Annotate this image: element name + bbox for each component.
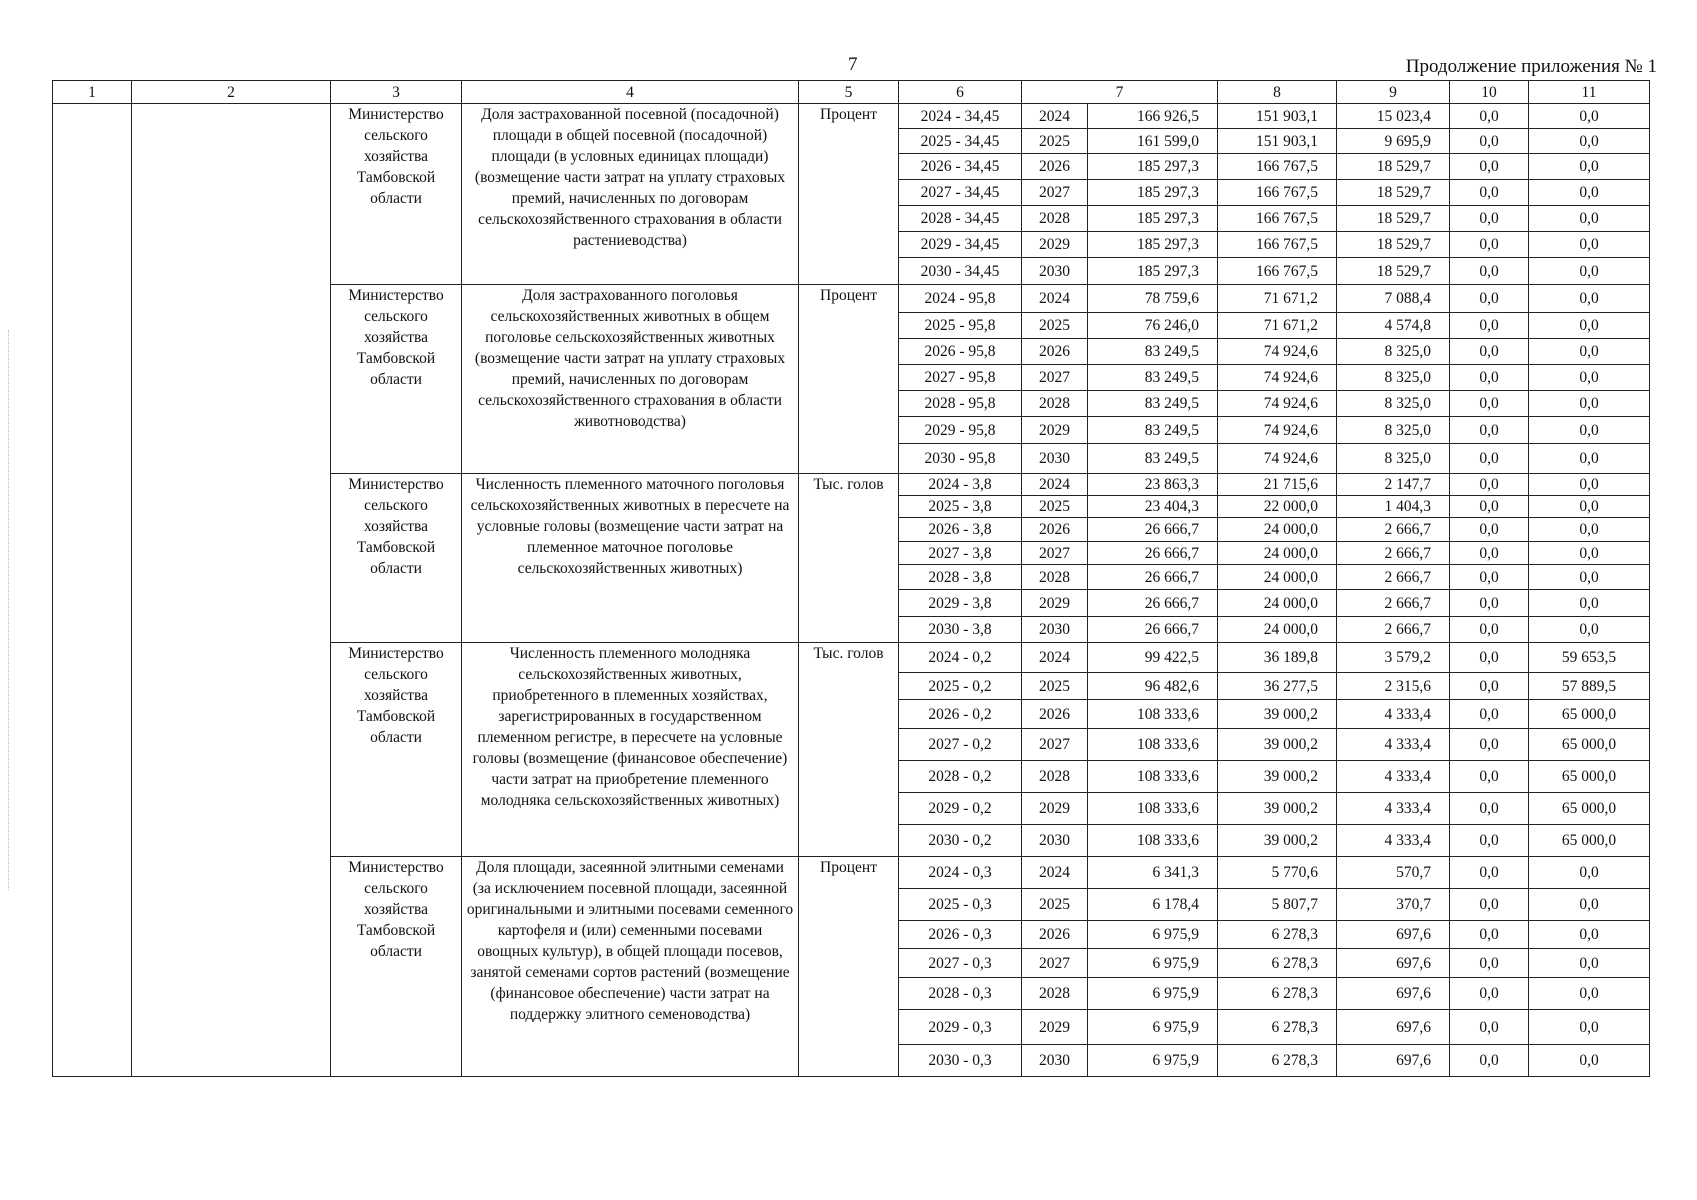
- col11-cell: 0,0: [1529, 417, 1650, 444]
- year-cell: 2028: [1022, 978, 1088, 1010]
- col10-cell: 0,0: [1450, 1010, 1529, 1045]
- col10-cell: 0,0: [1450, 729, 1529, 761]
- col11-cell: 0,0: [1529, 1045, 1650, 1077]
- col8-cell: 39 000,2: [1218, 793, 1337, 825]
- target-cell: 2029 - 3,8: [899, 590, 1022, 617]
- total-cell: 108 333,6: [1088, 729, 1218, 761]
- col11-cell: 0,0: [1529, 180, 1650, 206]
- col9-cell: 8 325,0: [1337, 417, 1450, 444]
- col9-cell: 7 088,4: [1337, 285, 1450, 313]
- year-cell: 2030: [1022, 258, 1088, 285]
- col10-cell: 0,0: [1450, 643, 1529, 673]
- col8-cell: 5 770,6: [1218, 857, 1337, 889]
- col8-cell: 6 278,3: [1218, 949, 1337, 978]
- col11-cell: 0,0: [1529, 129, 1650, 154]
- col11-cell: 0,0: [1529, 978, 1650, 1010]
- year-cell: 2025: [1022, 889, 1088, 921]
- col10-cell: 0,0: [1450, 365, 1529, 391]
- col11-cell: 0,0: [1529, 617, 1650, 643]
- total-cell: 6 975,9: [1088, 921, 1218, 949]
- col8-cell: 36 277,5: [1218, 673, 1337, 700]
- year-cell: 2026: [1022, 921, 1088, 949]
- total-cell: 23 863,3: [1088, 474, 1218, 496]
- col-header-2: 2: [132, 81, 331, 104]
- year-cell: 2025: [1022, 129, 1088, 154]
- year-cell: 2025: [1022, 673, 1088, 700]
- target-cell: 2029 - 34,45: [899, 232, 1022, 258]
- col9-cell: 2 315,6: [1337, 673, 1450, 700]
- year-cell: 2028: [1022, 391, 1088, 417]
- col11-cell: 0,0: [1529, 949, 1650, 978]
- target-cell: 2029 - 95,8: [899, 417, 1022, 444]
- total-cell: 108 333,6: [1088, 700, 1218, 729]
- unit-cell: Тыс. голов: [799, 474, 899, 643]
- col-header-8: 8: [1218, 81, 1337, 104]
- col8-cell: 151 903,1: [1218, 104, 1337, 129]
- col9-cell: 2 666,7: [1337, 518, 1450, 542]
- col10-cell: 0,0: [1450, 206, 1529, 232]
- year-cell: 2027: [1022, 949, 1088, 978]
- total-cell: 6 975,9: [1088, 1010, 1218, 1045]
- col8-cell: 71 671,2: [1218, 313, 1337, 339]
- col8-cell: 71 671,2: [1218, 285, 1337, 313]
- col8-cell: 5 807,7: [1218, 889, 1337, 921]
- year-cell: 2030: [1022, 617, 1088, 643]
- col11-cell: 0,0: [1529, 590, 1650, 617]
- target-cell: 2027 - 0,2: [899, 729, 1022, 761]
- col8-cell: 21 715,6: [1218, 474, 1337, 496]
- col10-cell: 0,0: [1450, 417, 1529, 444]
- col9-cell: 697,6: [1337, 1045, 1450, 1077]
- col8-cell: 24 000,0: [1218, 617, 1337, 643]
- target-cell: 2027 - 3,8: [899, 542, 1022, 565]
- year-cell: 2029: [1022, 1010, 1088, 1045]
- col8-cell: 6 278,3: [1218, 921, 1337, 949]
- col9-cell: 2 666,7: [1337, 565, 1450, 590]
- col8-cell: 24 000,0: [1218, 518, 1337, 542]
- target-cell: 2028 - 0,3: [899, 978, 1022, 1010]
- col10-cell: 0,0: [1450, 232, 1529, 258]
- col9-cell: 697,6: [1337, 978, 1450, 1010]
- program-name-cell: [132, 104, 331, 1077]
- col10-cell: 0,0: [1450, 313, 1529, 339]
- total-cell: 108 333,6: [1088, 761, 1218, 793]
- year-cell: 2029: [1022, 590, 1088, 617]
- col9-cell: 370,7: [1337, 889, 1450, 921]
- col10-cell: 0,0: [1450, 793, 1529, 825]
- year-cell: 2026: [1022, 154, 1088, 180]
- target-cell: 2027 - 34,45: [899, 180, 1022, 206]
- indicator-cell: Численность племенного маточного поголовья сельскохозяйственных животных в пересчете на условные головы (возмещение части затрат на племенное маточное поголовье сельскохозяйственных животных): [462, 474, 799, 643]
- target-cell: 2029 - 0,3: [899, 1010, 1022, 1045]
- year-cell: 2024: [1022, 104, 1088, 129]
- total-cell: 185 297,3: [1088, 154, 1218, 180]
- col9-cell: 18 529,7: [1337, 180, 1450, 206]
- target-cell: 2030 - 0,3: [899, 1045, 1022, 1077]
- col9-cell: 2 666,7: [1337, 590, 1450, 617]
- year-cell: 2030: [1022, 1045, 1088, 1077]
- col10-cell: 0,0: [1450, 921, 1529, 949]
- col11-cell: 0,0: [1529, 285, 1650, 313]
- total-cell: 78 759,6: [1088, 285, 1218, 313]
- col11-cell: 0,0: [1529, 474, 1650, 496]
- col9-cell: 4 333,4: [1337, 761, 1450, 793]
- col9-cell: 4 333,4: [1337, 729, 1450, 761]
- col11-cell: 0,0: [1529, 444, 1650, 474]
- col10-cell: 0,0: [1450, 104, 1529, 129]
- total-cell: 6 975,9: [1088, 949, 1218, 978]
- col9-cell: 8 325,0: [1337, 339, 1450, 365]
- col11-cell: 0,0: [1529, 1010, 1650, 1045]
- row-number-cell: [53, 104, 132, 1077]
- col11-cell: 0,0: [1529, 206, 1650, 232]
- year-cell: 2028: [1022, 761, 1088, 793]
- col11-cell: 0,0: [1529, 921, 1650, 949]
- year-cell: 2025: [1022, 313, 1088, 339]
- col11-cell: 0,0: [1529, 232, 1650, 258]
- col9-cell: 570,7: [1337, 857, 1450, 889]
- year-cell: 2030: [1022, 444, 1088, 474]
- total-cell: 23 404,3: [1088, 496, 1218, 518]
- budget-table: [52, 80, 1650, 1077]
- target-cell: 2024 - 0,3: [899, 857, 1022, 889]
- target-cell: 2028 - 95,8: [899, 391, 1022, 417]
- col10-cell: 0,0: [1450, 825, 1529, 857]
- total-cell: 185 297,3: [1088, 180, 1218, 206]
- col11-cell: 65 000,0: [1529, 793, 1650, 825]
- col10-cell: 0,0: [1450, 285, 1529, 313]
- col9-cell: 4 333,4: [1337, 825, 1450, 857]
- col8-cell: 24 000,0: [1218, 542, 1337, 565]
- target-cell: 2024 - 3,8: [899, 474, 1022, 496]
- col8-cell: 39 000,2: [1218, 700, 1337, 729]
- total-cell: 83 249,5: [1088, 444, 1218, 474]
- col11-cell: 57 889,5: [1529, 673, 1650, 700]
- col10-cell: 0,0: [1450, 444, 1529, 474]
- year-cell: 2029: [1022, 232, 1088, 258]
- year-cell: 2029: [1022, 793, 1088, 825]
- target-cell: 2024 - 34,45: [899, 104, 1022, 129]
- total-cell: 161 599,0: [1088, 129, 1218, 154]
- page-number: 7: [848, 54, 858, 75]
- col10-cell: 0,0: [1450, 857, 1529, 889]
- total-cell: 83 249,5: [1088, 339, 1218, 365]
- col11-cell: 0,0: [1529, 391, 1650, 417]
- year-cell: 2024: [1022, 474, 1088, 496]
- col8-cell: 6 278,3: [1218, 1045, 1337, 1077]
- col9-cell: 4 333,4: [1337, 700, 1450, 729]
- col11-cell: 0,0: [1529, 339, 1650, 365]
- col10-cell: 0,0: [1450, 391, 1529, 417]
- col8-cell: 6 278,3: [1218, 1010, 1337, 1045]
- col9-cell: 697,6: [1337, 949, 1450, 978]
- col11-cell: 65 000,0: [1529, 825, 1650, 857]
- total-cell: 6 975,9: [1088, 978, 1218, 1010]
- col11-cell: 0,0: [1529, 496, 1650, 518]
- total-cell: 6 178,4: [1088, 889, 1218, 921]
- col-header-7: 7: [1022, 81, 1218, 104]
- target-cell: 2026 - 95,8: [899, 339, 1022, 365]
- col8-cell: 151 903,1: [1218, 129, 1337, 154]
- col-header-5: 5: [799, 81, 899, 104]
- col8-cell: 166 767,5: [1218, 232, 1337, 258]
- col-header-4: 4: [462, 81, 799, 104]
- col9-cell: 18 529,7: [1337, 232, 1450, 258]
- col9-cell: 697,6: [1337, 1010, 1450, 1045]
- ministry-cell: Министерство сельского хозяйства Тамбовской области: [331, 474, 462, 643]
- col9-cell: 8 325,0: [1337, 365, 1450, 391]
- col8-cell: 24 000,0: [1218, 590, 1337, 617]
- col11-cell: 0,0: [1529, 889, 1650, 921]
- col10-cell: 0,0: [1450, 565, 1529, 590]
- col10-cell: 0,0: [1450, 496, 1529, 518]
- year-cell: 2024: [1022, 285, 1088, 313]
- col10-cell: 0,0: [1450, 673, 1529, 700]
- total-cell: 6 341,3: [1088, 857, 1218, 889]
- col11-cell: 0,0: [1529, 104, 1650, 129]
- col11-cell: 65 000,0: [1529, 761, 1650, 793]
- total-cell: 76 246,0: [1088, 313, 1218, 339]
- col8-cell: 74 924,6: [1218, 444, 1337, 474]
- col-header-1: 1: [53, 81, 132, 104]
- col9-cell: 2 666,7: [1337, 617, 1450, 643]
- col9-cell: 2 147,7: [1337, 474, 1450, 496]
- appendix-label: Продолжение приложения № 1: [1405, 56, 1657, 77]
- total-cell: 26 666,7: [1088, 590, 1218, 617]
- indicator-cell: Численность племенного молодняка сельскохозяйственных животных, приобретенного в племенных хозяйствах, зарегистрированных в государственном племенном регистре, в пересчете на условные головы (возмещение (финансовое обеспечение) части затрат на приобретение племенного молодняка сельскохозяйственных животных): [462, 643, 799, 857]
- col8-cell: 39 000,2: [1218, 825, 1337, 857]
- col8-cell: 6 278,3: [1218, 978, 1337, 1010]
- total-cell: 96 482,6: [1088, 673, 1218, 700]
- col9-cell: 8 325,0: [1337, 391, 1450, 417]
- col10-cell: 0,0: [1450, 154, 1529, 180]
- year-cell: 2026: [1022, 339, 1088, 365]
- col11-cell: 0,0: [1529, 565, 1650, 590]
- target-cell: 2030 - 0,2: [899, 825, 1022, 857]
- target-cell: 2025 - 0,2: [899, 673, 1022, 700]
- target-cell: 2026 - 0,3: [899, 921, 1022, 949]
- col10-cell: 0,0: [1450, 474, 1529, 496]
- col10-cell: 0,0: [1450, 542, 1529, 565]
- target-cell: 2029 - 0,2: [899, 793, 1022, 825]
- col8-cell: 39 000,2: [1218, 729, 1337, 761]
- year-cell: 2029: [1022, 417, 1088, 444]
- col8-cell: 74 924,6: [1218, 339, 1337, 365]
- col11-cell: 0,0: [1529, 313, 1650, 339]
- col-header-6: 6: [899, 81, 1022, 104]
- col10-cell: 0,0: [1450, 1045, 1529, 1077]
- total-cell: 185 297,3: [1088, 232, 1218, 258]
- col11-cell: 0,0: [1529, 154, 1650, 180]
- total-cell: 83 249,5: [1088, 365, 1218, 391]
- target-cell: 2028 - 0,2: [899, 761, 1022, 793]
- col11-cell: 0,0: [1529, 258, 1650, 285]
- year-cell: 2024: [1022, 857, 1088, 889]
- year-cell: 2027: [1022, 542, 1088, 565]
- total-cell: 108 333,6: [1088, 793, 1218, 825]
- col10-cell: 0,0: [1450, 180, 1529, 206]
- ministry-cell: Министерство сельского хозяйства Тамбовской области: [331, 857, 462, 1077]
- col9-cell: 3 579,2: [1337, 643, 1450, 673]
- col9-cell: 8 325,0: [1337, 444, 1450, 474]
- target-cell: 2030 - 34,45: [899, 258, 1022, 285]
- col10-cell: 0,0: [1450, 949, 1529, 978]
- col10-cell: 0,0: [1450, 889, 1529, 921]
- year-cell: 2027: [1022, 365, 1088, 391]
- col8-cell: 39 000,2: [1218, 761, 1337, 793]
- total-cell: 166 926,5: [1088, 104, 1218, 129]
- target-cell: 2024 - 0,2: [899, 643, 1022, 673]
- col9-cell: 1 404,3: [1337, 496, 1450, 518]
- indicator-cell: Доля площади, засеянной элитными семенами (за исключением посевной площади, засеянной оригинальными и элитными посевами семенного картофеля и (или) семенными посевами овощных культур), в общей площади посевов, занятой семенами сортов растений (возмещение (финансовое обеспечение) части затрат на поддержку элитного семеноводства): [462, 857, 799, 1077]
- col10-cell: 0,0: [1450, 258, 1529, 285]
- total-cell: 108 333,6: [1088, 825, 1218, 857]
- indicator-cell: Доля застрахованного поголовья сельскохозяйственных животных в общем поголовье сельскохозяйственных животных (возмещение части затрат на уплату страховых премий, начисленных по договорам сельскохозяйственного страхования в области животноводства): [462, 285, 799, 474]
- total-cell: 83 249,5: [1088, 391, 1218, 417]
- target-cell: 2026 - 34,45: [899, 154, 1022, 180]
- table-body: [53, 81, 1650, 1077]
- year-cell: 2030: [1022, 825, 1088, 857]
- year-cell: 2026: [1022, 518, 1088, 542]
- target-cell: 2028 - 34,45: [899, 206, 1022, 232]
- col11-cell: 0,0: [1529, 857, 1650, 889]
- target-cell: 2027 - 0,3: [899, 949, 1022, 978]
- ministry-cell: Министерство сельского хозяйства Тамбовской области: [331, 285, 462, 474]
- col9-cell: 18 529,7: [1337, 154, 1450, 180]
- col-header-11: 11: [1529, 81, 1650, 104]
- col10-cell: 0,0: [1450, 518, 1529, 542]
- col8-cell: 74 924,6: [1218, 391, 1337, 417]
- year-cell: 2025: [1022, 496, 1088, 518]
- target-cell: 2024 - 95,8: [899, 285, 1022, 313]
- col8-cell: 36 189,8: [1218, 643, 1337, 673]
- target-cell: 2030 - 3,8: [899, 617, 1022, 643]
- total-cell: 26 666,7: [1088, 617, 1218, 643]
- table-row: [53, 104, 1650, 129]
- total-cell: 26 666,7: [1088, 565, 1218, 590]
- col11-cell: 65 000,0: [1529, 700, 1650, 729]
- col9-cell: 4 333,4: [1337, 793, 1450, 825]
- col-header-10: 10: [1450, 81, 1529, 104]
- target-cell: 2025 - 3,8: [899, 496, 1022, 518]
- ministry-cell: Министерство сельского хозяйства Тамбовской области: [331, 643, 462, 857]
- header-row: [53, 81, 1650, 104]
- col11-cell: 0,0: [1529, 518, 1650, 542]
- col8-cell: 22 000,0: [1218, 496, 1337, 518]
- year-cell: 2027: [1022, 180, 1088, 206]
- target-cell: 2026 - 3,8: [899, 518, 1022, 542]
- total-cell: 99 422,5: [1088, 643, 1218, 673]
- ministry-cell: Министерство сельского хозяйства Тамбовской области: [331, 104, 462, 285]
- total-cell: 26 666,7: [1088, 542, 1218, 565]
- indicator-cell: Доля застрахованной посевной (посадочной) площади в общей посевной (посадочной) площади (в условных единицах площади) (возмещение части затрат на уплату страховых премий, начисленных по договорам сельскохозяйственного страхования в области растениеводства): [462, 104, 799, 285]
- col9-cell: 4 574,8: [1337, 313, 1450, 339]
- col8-cell: 24 000,0: [1218, 565, 1337, 590]
- total-cell: 26 666,7: [1088, 518, 1218, 542]
- col9-cell: 2 666,7: [1337, 542, 1450, 565]
- col8-cell: 166 767,5: [1218, 180, 1337, 206]
- col9-cell: 18 529,7: [1337, 206, 1450, 232]
- year-cell: 2027: [1022, 729, 1088, 761]
- col10-cell: 0,0: [1450, 590, 1529, 617]
- col8-cell: 166 767,5: [1218, 154, 1337, 180]
- total-cell: 83 249,5: [1088, 417, 1218, 444]
- target-cell: 2027 - 95,8: [899, 365, 1022, 391]
- year-cell: 2028: [1022, 565, 1088, 590]
- col11-cell: 0,0: [1529, 365, 1650, 391]
- year-cell: 2028: [1022, 206, 1088, 232]
- unit-cell: Процент: [799, 285, 899, 474]
- col10-cell: 0,0: [1450, 978, 1529, 1010]
- target-cell: 2025 - 34,45: [899, 129, 1022, 154]
- col10-cell: 0,0: [1450, 339, 1529, 365]
- target-cell: 2026 - 0,2: [899, 700, 1022, 729]
- year-cell: 2026: [1022, 700, 1088, 729]
- target-cell: 2025 - 0,3: [899, 889, 1022, 921]
- col-header-3: 3: [331, 81, 462, 104]
- col10-cell: 0,0: [1450, 700, 1529, 729]
- year-cell: 2024: [1022, 643, 1088, 673]
- col11-cell: 65 000,0: [1529, 729, 1650, 761]
- col8-cell: 74 924,6: [1218, 365, 1337, 391]
- total-cell: 185 297,3: [1088, 258, 1218, 285]
- unit-cell: Процент: [799, 104, 899, 285]
- col-header-9: 9: [1337, 81, 1450, 104]
- total-cell: 185 297,3: [1088, 206, 1218, 232]
- col9-cell: 15 023,4: [1337, 104, 1450, 129]
- unit-cell: Процент: [799, 857, 899, 1077]
- col10-cell: 0,0: [1450, 617, 1529, 643]
- unit-cell: Тыс. голов: [799, 643, 899, 857]
- target-cell: 2025 - 95,8: [899, 313, 1022, 339]
- total-cell: 6 975,9: [1088, 1045, 1218, 1077]
- col11-cell: 0,0: [1529, 542, 1650, 565]
- target-cell: 2030 - 95,8: [899, 444, 1022, 474]
- col9-cell: 697,6: [1337, 921, 1450, 949]
- col8-cell: 166 767,5: [1218, 258, 1337, 285]
- col10-cell: 0,0: [1450, 129, 1529, 154]
- col8-cell: 166 767,5: [1218, 206, 1337, 232]
- col11-cell: 59 653,5: [1529, 643, 1650, 673]
- target-cell: 2028 - 3,8: [899, 565, 1022, 590]
- margin-marks: [8, 330, 10, 890]
- col8-cell: 74 924,6: [1218, 417, 1337, 444]
- col10-cell: 0,0: [1450, 761, 1529, 793]
- col9-cell: 9 695,9: [1337, 129, 1450, 154]
- col9-cell: 18 529,7: [1337, 258, 1450, 285]
